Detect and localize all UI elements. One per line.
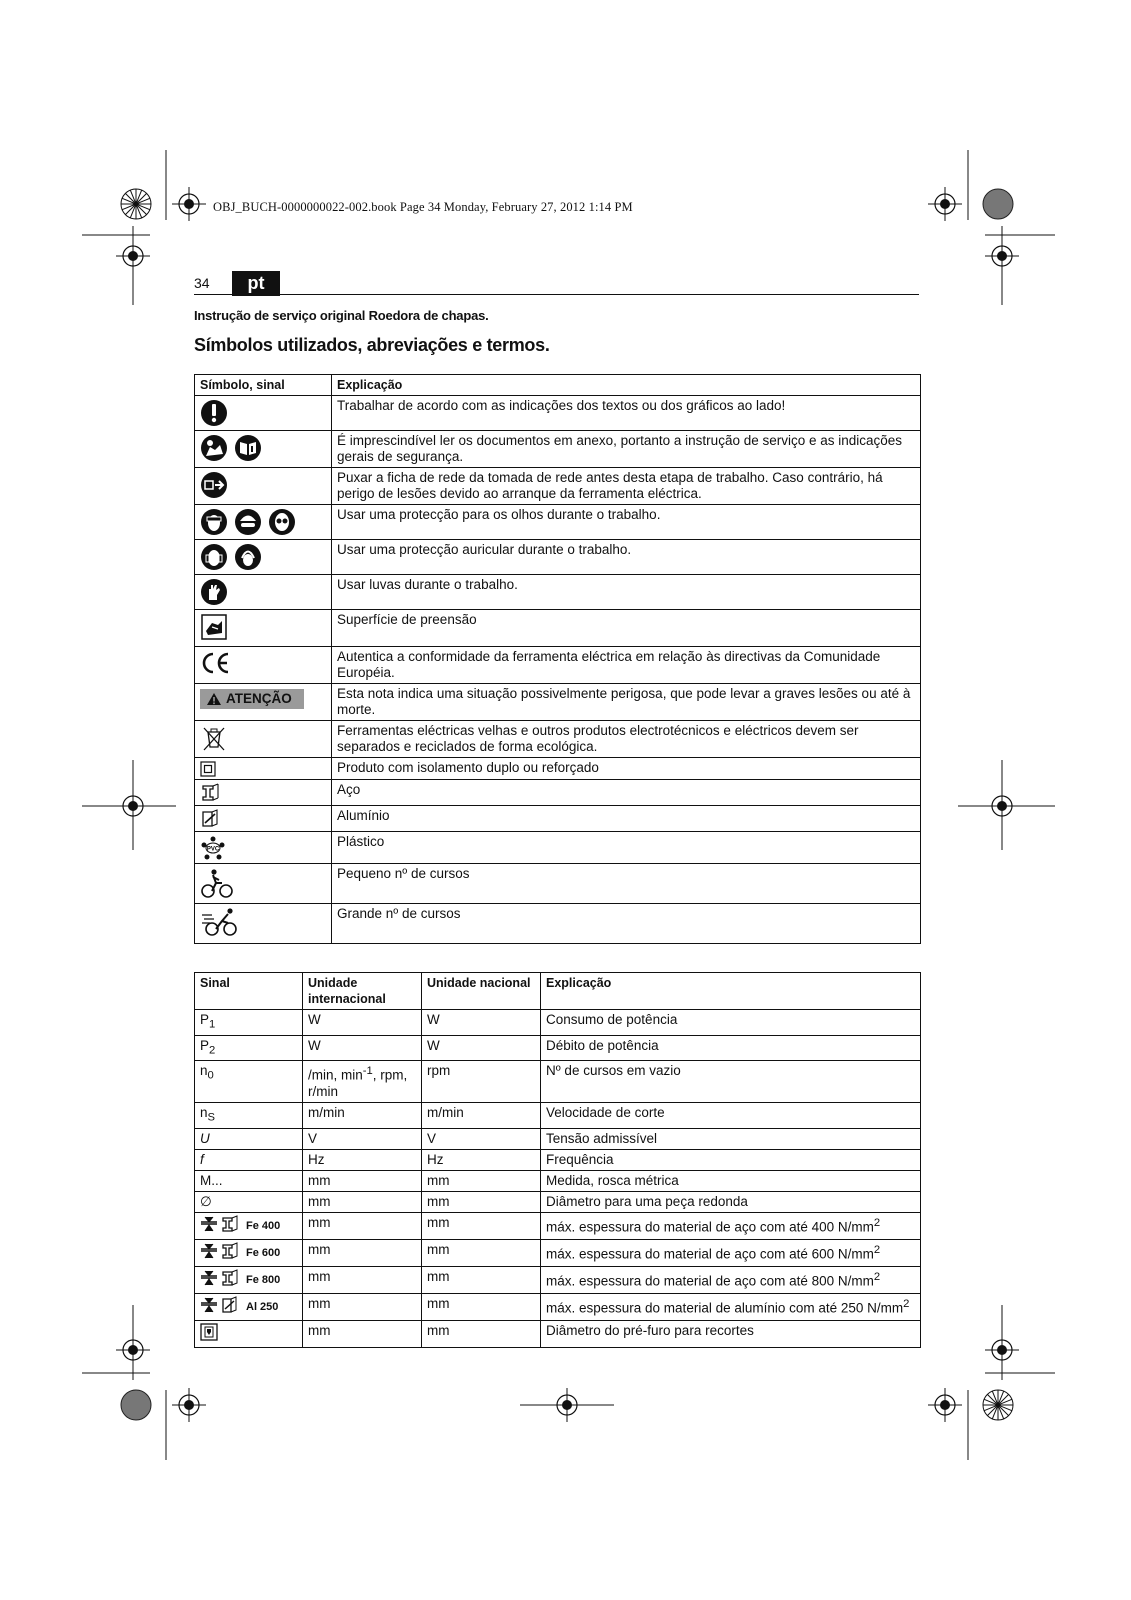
symbols-table <box>194 374 921 944</box>
row-explanation: Grande nº de cursos <box>332 904 921 944</box>
table-row <box>195 1266 921 1293</box>
steel-beam-icon <box>200 783 220 803</box>
explanation-cell: Diâmetro do pré-furo para recortes <box>541 1320 921 1347</box>
table-row <box>195 1320 921 1347</box>
row-explanation: Ferramentas eléctricas velhas e outros produtos electrotécnicos e eléctricos devem ser separados e reciclados de forma ecológica. <box>332 721 921 758</box>
national-unit-cell: mm <box>422 1212 541 1239</box>
sign-cell: f <box>195 1149 303 1170</box>
cyclist-fast-icon <box>200 907 240 937</box>
row-explanation: Produto com isolamento duplo ou reforçado <box>332 758 921 780</box>
table-row <box>195 1102 921 1128</box>
national-unit-cell: mm <box>422 1191 541 1212</box>
national-unit-cell: mm <box>422 1293 541 1320</box>
row-explanation: Alumínio <box>332 806 921 832</box>
row-explanation: Autentica a conformidade da ferramenta eléctrica em relação às directivas da Comunidade Européia. <box>332 647 921 684</box>
intl-unit-cell: mm <box>303 1320 422 1347</box>
sign-cell: U <box>195 1128 303 1149</box>
intl-unit-cell: mm <box>303 1239 422 1266</box>
intl-unit-cell: mm <box>303 1191 422 1212</box>
table-row <box>195 540 921 575</box>
column-header-sign: Sinal <box>195 973 303 1010</box>
units-table <box>194 972 921 1348</box>
read-manual-icon <box>200 434 228 462</box>
national-unit-cell: rpm <box>422 1061 541 1103</box>
intl-unit-cell: mm <box>303 1266 422 1293</box>
intl-unit-cell: mm <box>303 1170 422 1191</box>
steel-beam-icon <box>221 1215 239 1237</box>
material-label: Fe 600 <box>246 1246 281 1259</box>
aluminium-icon <box>221 1296 239 1318</box>
column-header-explanation: Explicação <box>541 973 921 1010</box>
row-explanation: Usar uma protecção para os olhos durante o trabalho. <box>332 505 921 540</box>
atencao-label: ATENÇÃO <box>226 691 292 706</box>
table-row <box>195 1293 921 1320</box>
table-row <box>195 1061 921 1103</box>
column-header-national-unit: Unidade nacional <box>422 973 541 1010</box>
row-explanation: Plástico <box>332 832 921 864</box>
sign-cell <box>195 1266 303 1293</box>
intl-unit-cell: /min, $\min^{-1}$, rpm, r/min <box>303 1061 422 1103</box>
grip-surface-icon <box>200 613 228 641</box>
sign-cell: $n_S$ <box>195 1102 303 1128</box>
explanation-cell: Nº de cursos em vazio <box>541 1061 921 1103</box>
table-row <box>195 864 921 904</box>
national-unit-cell: mm <box>422 1239 541 1266</box>
table-row <box>195 396 921 431</box>
material-thickness-icon <box>200 1216 218 1236</box>
helmet-goggles-icon <box>234 508 262 536</box>
explanation-cell: Velocidade de corte <box>541 1102 921 1128</box>
row-explanation: Aço <box>332 780 921 806</box>
table-row <box>195 647 921 684</box>
material-label: Al 250 <box>246 1300 279 1313</box>
file-info-line: OBJ_BUCH-0000000022-002.book Page 34 Monday, February 27, 2012 1:14 PM <box>213 200 633 214</box>
document-subtitle: Instrução de serviço original Roedora de chapas. <box>194 308 489 323</box>
instruction-book-icon <box>234 434 262 462</box>
explanation-cell: Frequência <box>541 1149 921 1170</box>
national-unit-cell: Hz <box>422 1149 541 1170</box>
explanation-cell: máx. espessura do material de aço com até 800 $N/mm^2$ <box>541 1266 921 1293</box>
national-unit-cell: mm <box>422 1266 541 1293</box>
intl-unit-cell: V <box>303 1128 422 1149</box>
language-tab: pt <box>232 271 280 296</box>
cyclist-slow-icon <box>200 867 234 899</box>
row-explanation: Usar uma protecção auricular durante o trabalho. <box>332 540 921 575</box>
explanation-cell: Débito de potência <box>541 1035 921 1061</box>
explanation-cell: Tensão admissível <box>541 1128 921 1149</box>
gloves-icon <box>200 578 228 606</box>
column-header-symbol: Símbolo, sinal <box>195 375 332 396</box>
table-header-row <box>195 973 921 1010</box>
pre-drill-hole-icon <box>200 1329 218 1344</box>
sign-cell: $P_1$ <box>195 1010 303 1036</box>
ce-mark-icon <box>200 650 232 676</box>
safety-goggles-icon <box>268 508 296 536</box>
national-unit-cell: W <box>422 1010 541 1036</box>
intl-unit-cell: W <box>303 1010 422 1036</box>
unplug-icon <box>200 471 228 499</box>
row-explanation: Puxar a ficha de rede da tomada de rede antes desta etapa de trabalho. Caso contrário, há perigo de lesões devido ao arranque da ferramenta eléctrica. <box>332 468 921 505</box>
table-row <box>195 684 921 721</box>
material-thickness-icon <box>200 1270 218 1290</box>
table-row <box>195 431 921 468</box>
intl-unit-cell: W <box>303 1035 422 1061</box>
table-row <box>195 1128 921 1149</box>
row-explanation: Superfície de preensão <box>332 610 921 647</box>
sign-cell: M... <box>195 1170 303 1191</box>
sign-cell: $P_2$ <box>195 1035 303 1061</box>
table-row <box>195 1170 921 1191</box>
sign-cell <box>195 1239 303 1266</box>
pvc-plastic-icon <box>200 835 226 861</box>
table-row <box>195 780 921 806</box>
table-row <box>195 468 921 505</box>
explanation-cell: máx. espessura do material de aço com até 400 $N/mm^2$ <box>541 1212 921 1239</box>
national-unit-cell: W <box>422 1035 541 1061</box>
table-row <box>195 1191 921 1212</box>
sign-cell: $n_0$ <box>195 1061 303 1103</box>
table-row <box>195 1149 921 1170</box>
column-header-intl-unit: Unidade internacional <box>303 973 422 1010</box>
face-shield-icon <box>200 508 228 536</box>
table-row <box>195 1035 921 1061</box>
table-row <box>195 1212 921 1239</box>
row-explanation: Pequeno nº de cursos <box>332 864 921 904</box>
exclamation-mandatory-icon <box>200 399 228 427</box>
table-row <box>195 575 921 610</box>
crossed-bin-icon <box>200 724 228 752</box>
material-thickness-icon <box>200 1297 218 1317</box>
steel-beam-icon <box>221 1269 239 1291</box>
atencao-warning-icon <box>200 689 304 709</box>
table-row <box>195 1239 921 1266</box>
row-explanation: Esta nota indica uma situação possivelmente perigosa, que pode levar a graves lesões ou até à morte. <box>332 684 921 721</box>
row-explanation: É imprescindível ler os documentos em anexo, portanto a instrução de serviço e as indicações gerais de segurança. <box>332 431 921 468</box>
explanation-cell: Medida, rosca métrica <box>541 1170 921 1191</box>
explanation-cell: máx. espessura do material de aço com até 600 $N/mm^2$ <box>541 1239 921 1266</box>
table-row <box>195 721 921 758</box>
table-row <box>195 758 921 780</box>
sign-cell: ∅ <box>195 1191 303 1212</box>
column-header-explanation: Explicação <box>332 375 921 396</box>
ear-protection-icon <box>200 543 228 571</box>
double-insulation-icon <box>200 761 216 777</box>
table-row <box>195 1010 921 1036</box>
material-label: Fe 400 <box>246 1219 281 1232</box>
header-rule <box>194 294 919 295</box>
page-number: 34 <box>194 275 210 291</box>
sign-cell <box>195 1293 303 1320</box>
table-header-row <box>195 375 921 396</box>
intl-unit-cell: Hz <box>303 1149 422 1170</box>
table-row <box>195 806 921 832</box>
material-thickness-icon <box>200 1243 218 1263</box>
row-explanation: Trabalhar de acordo com as indicações dos textos ou dos gráficos ao lado! <box>332 396 921 431</box>
section-title: Símbolos utilizados, abreviações e termos. <box>194 335 550 355</box>
sign-cell <box>195 1320 303 1347</box>
national-unit-cell: V <box>422 1128 541 1149</box>
table-row <box>195 610 921 647</box>
national-unit-cell: mm <box>422 1170 541 1191</box>
table-row <box>195 832 921 864</box>
aluminium-icon <box>200 809 220 829</box>
table-row <box>195 904 921 944</box>
ear-muffs-icon <box>234 543 262 571</box>
svg-text:PVC: PVC <box>206 846 220 853</box>
material-label: Fe 800 <box>246 1273 281 1286</box>
row-explanation: Usar luvas durante o trabalho. <box>332 575 921 610</box>
national-unit-cell: m/min <box>422 1102 541 1128</box>
intl-unit-cell: mm <box>303 1293 422 1320</box>
explanation-cell: Consumo de potência <box>541 1010 921 1036</box>
table-row <box>195 505 921 540</box>
intl-unit-cell: mm <box>303 1212 422 1239</box>
explanation-cell: Diâmetro para uma peça redonda <box>541 1191 921 1212</box>
intl-unit-cell: m/min <box>303 1102 422 1128</box>
national-unit-cell: mm <box>422 1320 541 1347</box>
sign-cell <box>195 1212 303 1239</box>
steel-beam-icon <box>221 1242 239 1264</box>
explanation-cell: máx. espessura do material de alumínio com até 250 $N/mm^2$ <box>541 1293 921 1320</box>
